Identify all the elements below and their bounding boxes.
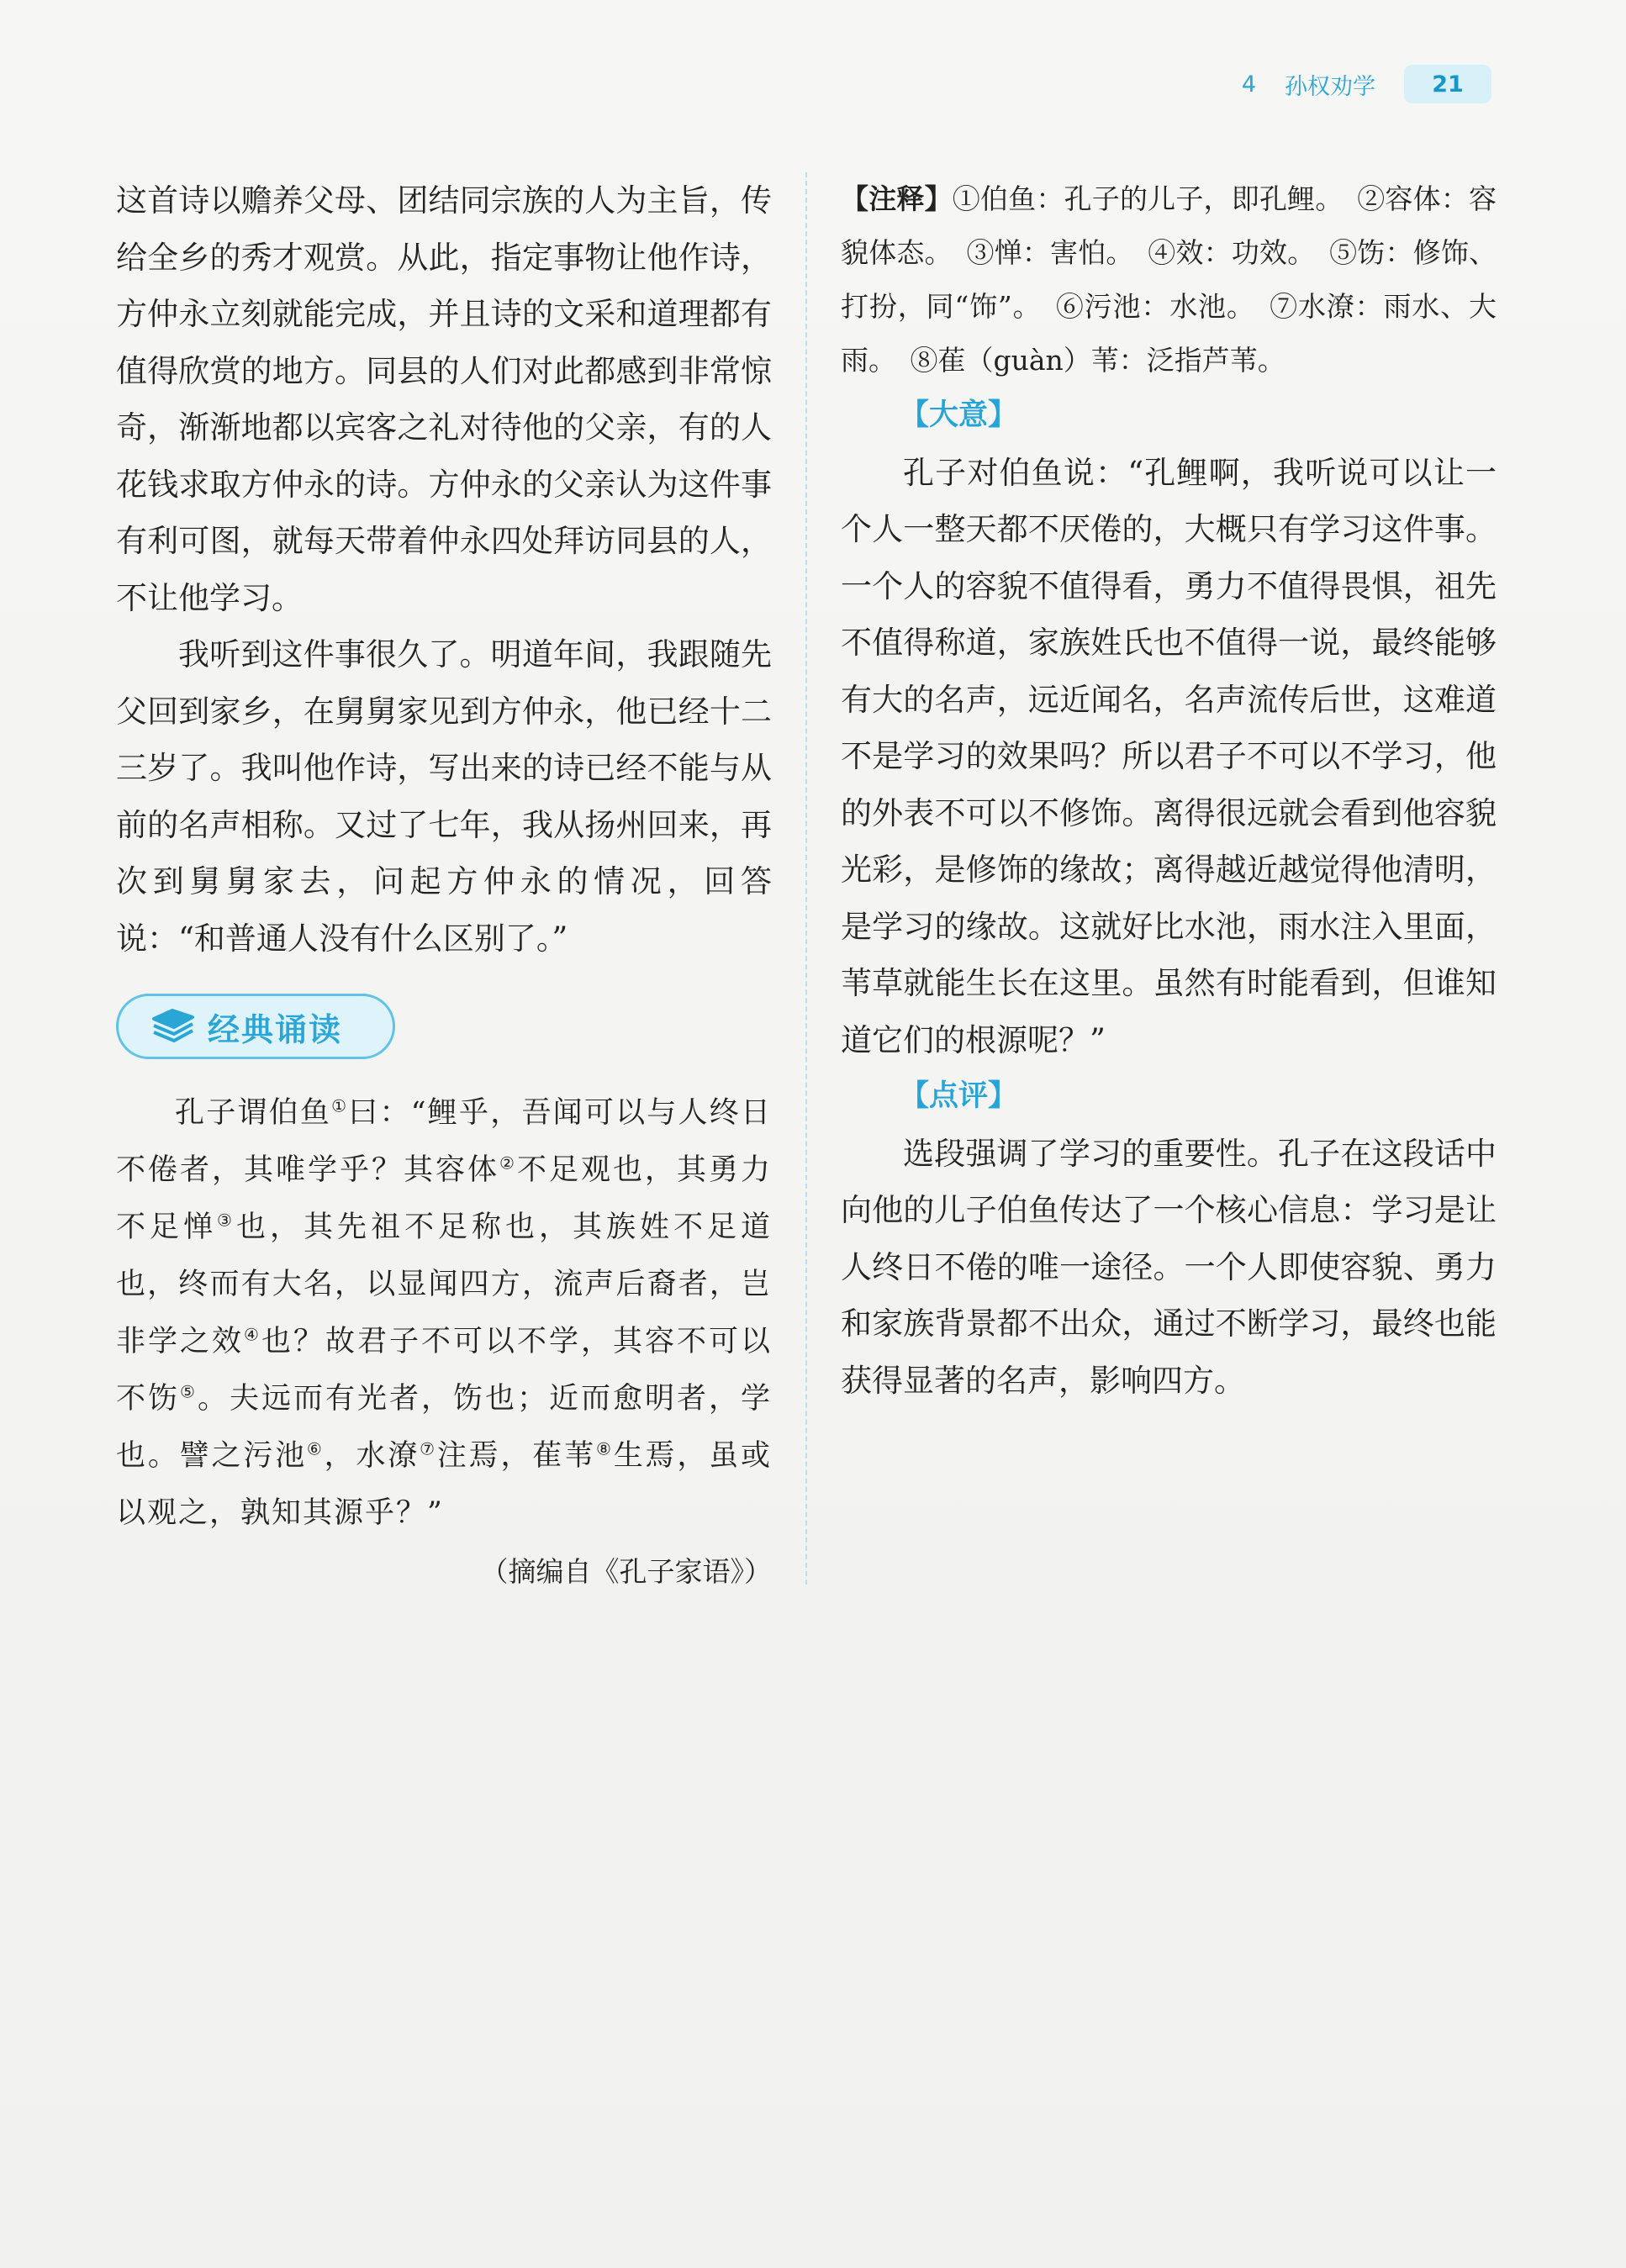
footnote-mark: ② [499, 1152, 517, 1174]
footnote-mark: ③ [217, 1210, 236, 1231]
left-column [116, 172, 772, 1597]
source-citation: （摘编自《孔子家语》） [480, 1555, 772, 1588]
footnote-mark: ⑧ [595, 1438, 614, 1459]
banner-label: 经典诵读 [208, 1010, 343, 1048]
chapter-number: 4 [1241, 71, 1256, 98]
footnote-mark: ⑥ [306, 1438, 325, 1459]
footnote-mark: ⑦ [420, 1438, 437, 1459]
column-divider [805, 172, 807, 1585]
notes-text: ①伯鱼：孔子的儿子，即孔鲤。 ②容体：容貌体态。 ③惮：害怕。 ④效：功效。 ⑤饬：修饰、打扮，同“饰”。 ⑥污池：水池。 ⑦水潦：雨水、大雨。 ⑧萑（guàn）苇：泛指芦苇。 [841, 182, 1497, 377]
dayi-paragraph: 孔子对伯鱼说：“孔鲤啊，我听说可以让一个人一整天都不厌倦的，大概只有学习这件事。一个人的容貌不值得看，勇力不值得畏惧，祖先不值得称道，家族姓氏也不值得一说，最终能够有大的名声，远近闻名，名声流传后世，这难道不是学习的效果吗？所以君子不可以不学习，他的外表不可以不修饰。离得很远就会看到他容貌光彩，是修饰的缘故；离得越近越觉得他清明，是学习的缘故。这就好比水池，雨水注入里面，苇草就能生长在这里。虽然有时能看到，但谁知道它们的根源呢？” [841, 454, 1497, 1058]
notes-paragraph [841, 172, 1497, 388]
translation-paragraph-1: 这首诗以赡养父母、团结同宗族的人为主旨，传给全乡的秀才观赏。从此，指定事物让他作诗，方仲永立刻就能完成，并且诗的文采和道理都有值得欣赏的地方。同县的人们对此都感到非常惊奇，渐渐地都以宾客之礼对待他的父亲，有的人花钱求取方仲永的诗。方仲永的父亲认为这件事有利可图，就每天带着仲永四处拜访同县的人，不让他学习。 [116, 182, 772, 616]
footnote-mark: ① [331, 1095, 349, 1116]
books-icon [149, 1007, 196, 1046]
classic-reading-banner [116, 994, 395, 1059]
notes-label: 【注释】 [841, 182, 953, 215]
dianping-paragraph: 选段强调了学习的重要性。孔子在这段话中向他的儿子伯鱼传达了一个核心信息：学习是让人终日不倦的唯一途径。一个人即使容貌、勇力和家族背景都不出众，通过不断学习，最终也能获得显著的名声，影响四方。 [841, 1135, 1497, 1399]
footnote-mark: ④ [244, 1324, 261, 1345]
section-heading-dayi: 【大意】 [900, 398, 1018, 432]
right-column [841, 172, 1497, 1409]
classical-text: 孔子谓伯鱼①曰：“鲤乎，吾闻可以与人终日不倦者，其唯学乎？其容体②不足观也，其勇力不足惮③也，其先祖不足称也，其族姓不足道也，终而有大名，以显闻四方，流声后裔者，岂非学之效④也？故君子不可以不学，其容不可以不饬⑤。夫远而有光者，饬也；近而愈明者，学也。譬之污池⑥，水潦⑦注焉，萑苇⑧生焉，虽或以观之，孰知其源乎？” [116, 1095, 772, 1530]
page-header [1242, 64, 1491, 104]
section-heading-dianping: 【点评】 [900, 1079, 1018, 1113]
translation-paragraph-2: 我听到这件事很久了。明道年间，我跟随先父回到家乡，在舅舅家见到方仲永，他已经十二三岁了。我叫他作诗，写出来的诗已经不能与从前的名声相称。又过了七年，我从扬州回来，再次到舅舅家去，问起方仲永的情况，回答说：“和普通人没有什么区别了。” [116, 636, 772, 957]
footnote-mark: ⑤ [180, 1381, 198, 1402]
chapter-title: 孙权劝学 [1285, 73, 1375, 100]
page-number-badge: 21 [1404, 65, 1491, 103]
